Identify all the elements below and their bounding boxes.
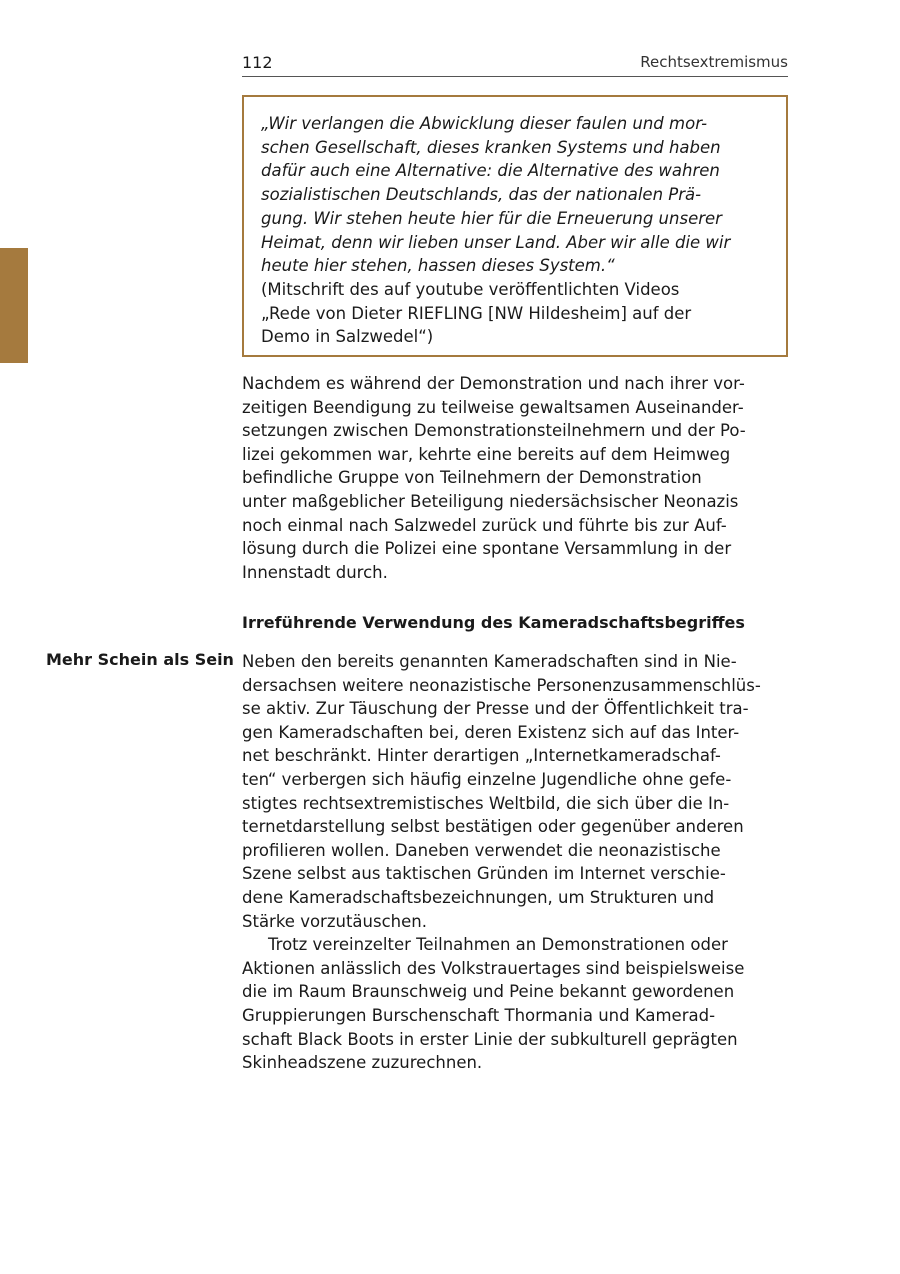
page-number: 112 (242, 53, 273, 72)
paragraph-kameradschaften (242, 650, 802, 1075)
text-line: Trotz vereinzelter Teilnahmen an Demonstrationen oder (268, 935, 728, 955)
text-line: befindliche Gruppe von Teilnehmern der Demonstration (242, 468, 702, 488)
text-line: net beschränkt. Hinter derartigen „Internetkameradschaf- (242, 746, 721, 766)
text-line: schaft Black Boots in erster Linie der subkulturell geprägten (242, 1029, 738, 1049)
chapter-marker-tab (0, 248, 28, 363)
text-line: setzungen zwischen Demonstrationsteilnehmern und der Po- (242, 421, 746, 441)
text-line: noch einmal nach Salzwedel zurück und führte bis zur Auf- (242, 515, 727, 535)
text-line: Skinheadszene zuzurechnen. (242, 1053, 483, 1073)
quote-box (242, 95, 788, 357)
running-title: Rechtsextremismus (640, 53, 788, 71)
paragraph-demonstration (242, 372, 802, 584)
text-line: Nachdem es während der Demonstration und nach ihrer vor- (242, 374, 745, 393)
text-line: dene Kameradschaftsbezeichnungen, um Strukturen und (242, 887, 715, 907)
text-line: Stärke vorzutäuschen. (242, 911, 427, 931)
quote-line: dafür auch eine Alternative: die Alternative des wahren (261, 161, 720, 181)
source-line: Demo in Salzwedel“) (261, 327, 434, 347)
source-line: „Rede von Dieter RIEFLING [NW Hildesheim] auf der (261, 303, 692, 323)
text-line: die im Raum Braunschweig und Peine bekannt gewordenen (242, 982, 735, 1002)
text-line: Innenstadt durch. (242, 562, 388, 582)
quote-line: gung. Wir stehen heute hier für die Erneuerung unserer (261, 208, 722, 228)
text-line: ten“ verbergen sich häufig einzelne Jugendliche ohne gefe- (242, 769, 732, 789)
quote-line: Heimat, denn wir lieben unser Land. Aber wir alle die wir (261, 232, 731, 252)
text-line: stigtes rechtsextremistisches Weltbild, die sich über die In- (242, 793, 730, 813)
source-line: (Mitschrift des auf youtube veröffentlichten Videos (261, 279, 680, 299)
page-header (242, 50, 788, 77)
quote-text (261, 112, 774, 278)
text-line: ternetdarstellung selbst bestätigen oder gegenüber anderen (242, 817, 744, 837)
text-line: lizei gekommen war, kehrte eine bereits auf dem Heimweg (242, 444, 731, 464)
text-line: dersachsen weitere neonazistische Personenzusammenschlüs- (242, 675, 761, 695)
quote-line: schen Gesellschaft, dieses kranken Systems und haben (261, 137, 721, 157)
text-line: Neben den bereits genannten Kameradschaften sind in Nie- (242, 652, 737, 671)
text-line: unter maßgeblicher Beteiligung niedersächsischer Neonazis (242, 491, 739, 511)
quote-line: „Wir verlangen die Abwicklung dieser faulen und mor- (261, 114, 708, 133)
text-line: Aktionen anlässlich des Volkstrauertages sind beispielsweise (242, 958, 745, 978)
text-line: profilieren wollen. Daneben verwendet die neonazistische (242, 840, 721, 860)
text-line: Gruppierungen Burschenschaft Thormania und Kamerad- (242, 1005, 716, 1025)
text-line: lösung durch die Polizei eine spontane Versammlung in der (242, 539, 732, 559)
margin-note: Mehr Schein als Sein (46, 650, 234, 669)
quote-line: sozialistischen Deutschlands, das der nationalen Prä- (261, 185, 702, 205)
text-line: zeitigen Beendigung zu teilweise gewaltsamen Auseinander- (242, 397, 744, 417)
quote-source (261, 278, 774, 349)
text-line: Szene selbst aus taktischen Gründen im Internet verschie- (242, 864, 726, 884)
text-line: se aktiv. Zur Täuschung der Presse und der Öffentlichkeit tra- (242, 699, 749, 719)
section-heading: Irreführende Verwendung des Kameradschaftsbegriffes (242, 613, 745, 632)
quote-line: heute hier stehen, hassen dieses System.“ (261, 256, 615, 276)
text-line: gen Kameradschaften bei, deren Existenz sich auf das Inter- (242, 722, 740, 742)
